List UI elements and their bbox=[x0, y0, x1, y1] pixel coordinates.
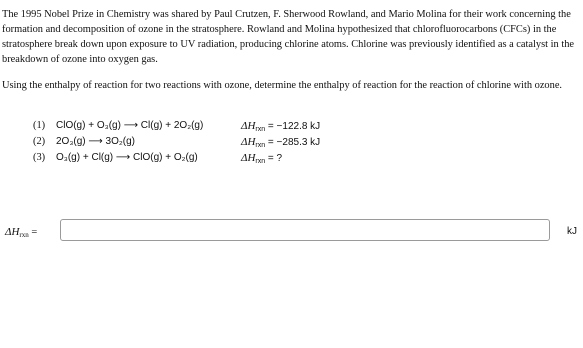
enthalpy-value: = −285.3 kJ bbox=[267, 137, 321, 148]
answer-equals-sign: = bbox=[31, 227, 38, 238]
delta-h-symbol: ΔH bbox=[5, 226, 20, 238]
delta-h-subscript: rxn bbox=[255, 126, 266, 133]
answer-label bbox=[5, 226, 37, 239]
reaction-enthalpy bbox=[241, 136, 320, 149]
reaction-equation: 2O₃(g) ⟶ 3O₂(g) bbox=[56, 136, 135, 147]
reaction-equation: O₃(g) + Cl(g) ⟶ ClO(g) + O₂(g) bbox=[56, 152, 198, 163]
reaction-enthalpy bbox=[241, 152, 282, 165]
delta-h-symbol: ΔH bbox=[241, 120, 256, 132]
reaction-equation: ClO(g) + O₃(g) ⟶ Cl(g) + 2O₂(g) bbox=[56, 120, 204, 131]
answer-input[interactable] bbox=[60, 219, 550, 241]
reaction-enthalpy bbox=[241, 120, 320, 133]
problem-intro: The 1995 Nobel Prize in Chemistry was shared by Paul Crutzen, F. Sherwood Rowland, and Mario Molina for their work concerning the formation and decomposition of ozone in the stratosphere. Rowland and Molina hypothesized that chlorofluorocarbons (CFCs) in the stratosphere break down upon exposure to UV radiation, producing chlorine atoms. Chlorine was previously identified as a catalyst in the breakdown of ozone into oxygen gas. bbox=[2, 9, 575, 65]
delta-h-subscript: rxn bbox=[255, 142, 266, 149]
delta-h-symbol: ΔH bbox=[241, 152, 256, 164]
enthalpy-value: = ? bbox=[267, 153, 283, 164]
enthalpy-value: = −122.8 kJ bbox=[267, 121, 321, 132]
reaction-number: (2) bbox=[33, 136, 46, 147]
answer-unit: kJ bbox=[567, 226, 577, 237]
delta-h-subscript: rxn bbox=[255, 158, 266, 165]
reaction-number: (1) bbox=[33, 120, 46, 131]
problem-question: Using the enthalpy of reaction for two reactions with ozone, determine the enthalpy of reaction for the reaction of chlorine with ozone. bbox=[2, 80, 563, 91]
delta-h-subscript: rxn bbox=[19, 231, 29, 239]
reaction-number: (3) bbox=[33, 152, 46, 163]
delta-h-symbol: ΔH bbox=[241, 136, 256, 148]
